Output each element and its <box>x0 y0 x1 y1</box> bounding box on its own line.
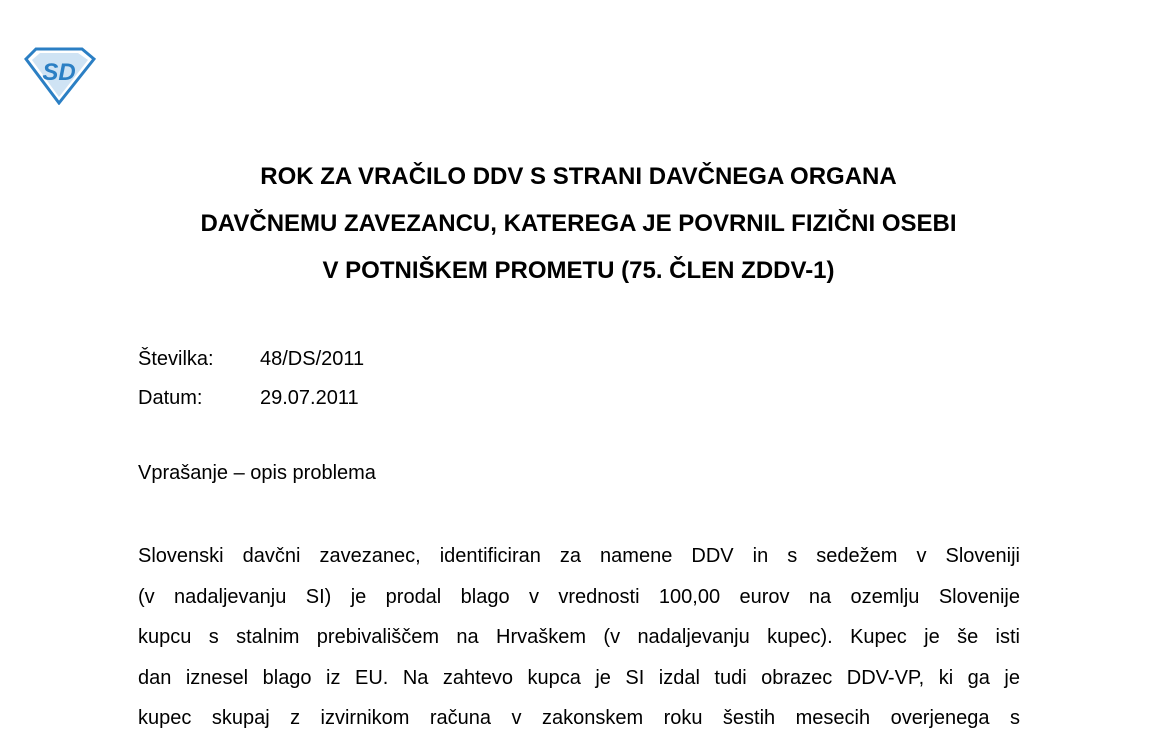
document-title <box>0 153 1157 294</box>
company-logo <box>22 47 96 105</box>
meta-number-row <box>138 340 364 379</box>
title-line-1: ROK ZA VRAČILO DDV S STRANI DAVČNEGA ORGANA <box>260 163 897 190</box>
body-line-4: dan iznesel blago iz EU. Na zahtevo kupca je SI izdal tudi obrazec DDV-VP, ki ga je <box>138 666 1020 689</box>
title-line-2: DAVČNEMU ZAVEZANCU, KATEREGA JE POVRNIL FIZIČNI OSEBI <box>200 210 957 237</box>
logo-text: SD <box>42 59 76 86</box>
number-label: Številka: <box>138 348 214 370</box>
document-meta <box>138 340 364 418</box>
date-value: 29.07.2011 <box>260 387 359 409</box>
body-paragraph <box>138 536 1020 739</box>
body-line-3: kupcu s stalnim prebivališčem na Hrvaškem (v nadaljevanju kupec). Kupec je še isti <box>138 626 1020 648</box>
body-line-2: (v nadaljevanju SI) je prodal blago v vrednosti 100,00 eurov na ozemlju Slovenije <box>138 585 1020 608</box>
date-label: Datum: <box>138 387 203 409</box>
body-line-5: kupec skupaj z izvirnikom računa v zakonskem roku šestih mesecih overjenega s <box>138 707 1020 729</box>
meta-date-row <box>138 379 364 418</box>
body-line-1: Slovenski davčni zavezanec, identificiran za namene DDV in s sedežem v Sloveniji <box>138 545 1020 567</box>
number-value: 48/DS/2011 <box>260 348 365 370</box>
title-line-3: V POTNIŠKEM PROMETU (75. ČLEN ZDDV-1) <box>322 257 835 284</box>
section-heading: Vprašanje – opis problema <box>138 462 376 484</box>
